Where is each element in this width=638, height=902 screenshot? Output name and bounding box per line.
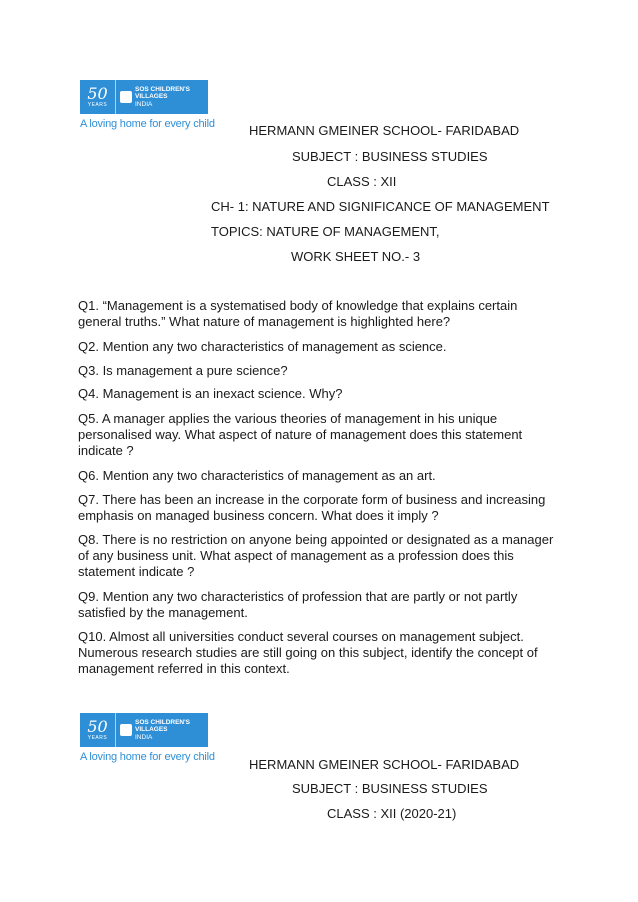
question-3: Q3. Is management a pure science? <box>78 363 288 378</box>
org-line1: SOS CHILDREN'S <box>135 718 190 726</box>
class-line: CLASS : XII (2020-21) <box>327 806 457 821</box>
subject-line: SUBJECT : BUSINESS STUDIES <box>292 781 488 796</box>
years-label: YEARS <box>87 735 108 741</box>
org-country: INDIA <box>135 100 153 108</box>
years-label: YEARS <box>87 102 108 108</box>
question-4: Q4. Management is an inexact science. Why? <box>78 386 343 401</box>
question-5: Q5. A manager applies the various theories of management in his unique personalised way. What aspect of nature of management does this statement indicate ? <box>78 411 523 458</box>
question-10: Q10. Almost all universities conduct several courses on management subject. Numerous research studies are still going on this subject, identify the concept of management referred in this context. <box>78 629 538 676</box>
worksheet-line: WORK SHEET NO.- 3 <box>291 249 421 264</box>
org-name <box>135 719 190 742</box>
logo-banner <box>80 80 208 114</box>
sos-logo <box>80 713 215 763</box>
question-1: Q1. “Management is a systematised body of knowledge that explains certain general truths.” What nature of management is highlighted here? <box>78 298 518 329</box>
org-name <box>135 86 190 109</box>
fifty-number: 50 <box>87 717 108 736</box>
org-line1: SOS CHILDREN'S <box>135 85 190 93</box>
class-line: CLASS : XII <box>327 174 397 189</box>
question-8: Q8. There is no restriction on anyone being appointed or designated as a manager of any business unit. What aspect of management as a profession does this statement indicate ? <box>78 532 554 579</box>
fifty-years-emblem <box>80 80 116 114</box>
topics-line: TOPICS: NATURE OF MANAGEMENT, <box>211 224 440 239</box>
question-2: Q2. Mention any two characteristics of management as science. <box>78 339 447 354</box>
org-line2: VILLAGES <box>135 726 168 734</box>
school-name: HERMANN GMEINER SCHOOL- FARIDABAD <box>249 757 520 772</box>
logo-tagline: A loving home for every child <box>80 751 215 763</box>
org-country: INDIA <box>135 733 153 741</box>
org-line2: VILLAGES <box>135 93 168 101</box>
sos-mark-icon <box>120 91 132 103</box>
logo-banner <box>80 713 208 747</box>
fifty-years-emblem <box>80 713 116 747</box>
question-6: Q6. Mention any two characteristics of management as an art. <box>78 468 436 483</box>
subject-line: SUBJECT : BUSINESS STUDIES <box>292 149 488 164</box>
school-name: HERMANN GMEINER SCHOOL- FARIDABAD <box>249 123 520 138</box>
sos-logo <box>80 80 215 130</box>
sos-mark-icon <box>120 724 132 736</box>
fifty-number: 50 <box>87 84 108 103</box>
question-7: Q7. There has been an increase in the corporate form of business and increasing emphasis on managed business concern. What does it imply ? <box>78 492 546 523</box>
chapter-line: CH- 1: NATURE AND SIGNIFICANCE OF MANAGEMENT <box>211 199 550 214</box>
question-9: Q9. Mention any two characteristics of profession that are partly or not partly satisfied by the management. <box>78 589 518 620</box>
logo-tagline: A loving home for every child <box>80 118 215 130</box>
